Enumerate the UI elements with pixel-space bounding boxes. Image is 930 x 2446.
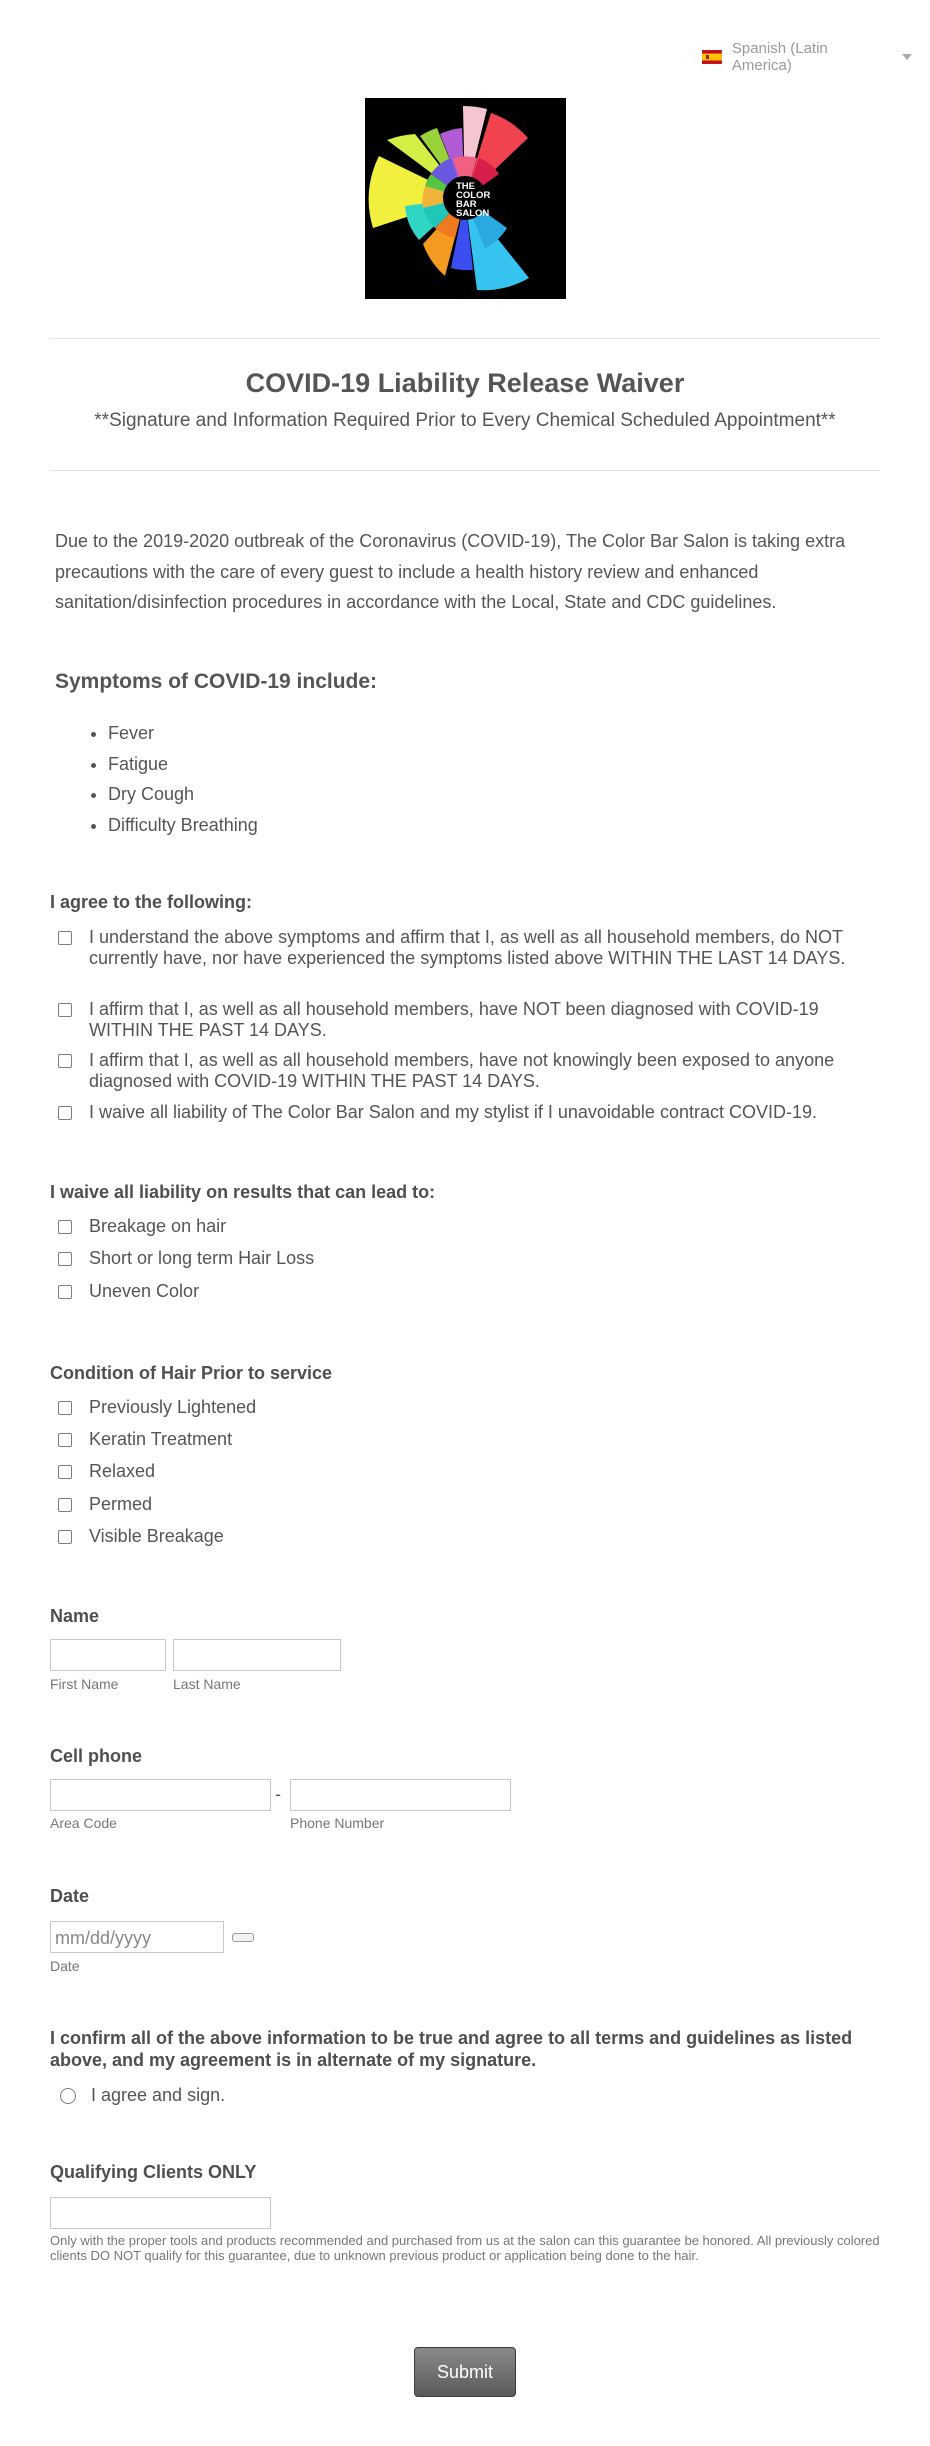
date-sublabel: Date [50, 1958, 80, 1974]
header-divider-bottom [50, 470, 880, 471]
checkbox-label: Keratin Treatment [89, 1429, 233, 1449]
waive-option-1[interactable] [58, 1216, 880, 1237]
condition-option-3[interactable] [58, 1461, 880, 1482]
checkbox-label: Uneven Color [89, 1281, 200, 1301]
checkbox[interactable] [58, 1285, 72, 1299]
header-divider-top [50, 338, 880, 339]
checkbox-label: I affirm that I, as well as all household members, have NOT been diagnosed with COVID-19 WITHIN THE PAST 14 DAYS. [89, 999, 819, 1040]
cell-phone-label: Cell phone [50, 1746, 143, 1766]
intro-text: Due to the 2019-2020 outbreak of the Coronavirus (COVID-19), The Color Bar Salon is taking extra precautions with the care of every guest to include a health history review and enhanced sanitation/disinfection procedures in accordance with the Local, State and CDC guidelines. [55, 531, 846, 612]
date-input[interactable]: mm/dd/yyyy [50, 1921, 224, 1953]
phone-separator: - [275, 1784, 281, 1804]
checkbox[interactable] [58, 1252, 72, 1266]
last-name-input[interactable] [173, 1639, 341, 1671]
checkbox-label: Relaxed [89, 1461, 156, 1481]
agree-option-1[interactable] [58, 927, 880, 969]
checkbox-label: I understand the above symptoms and affirm that I, as well as all household members, do NOT currently have, nor have experienced the symptoms listed above WITHIN THE LAST 14 DAYS. [89, 927, 846, 968]
checkbox[interactable] [58, 1003, 72, 1017]
checkbox-label: Breakage on hair [89, 1216, 227, 1236]
name-label: Name [50, 1606, 100, 1626]
calendar-icon[interactable] [232, 1933, 254, 1942]
waive-label: I waive all liability on results that can lead to: [50, 1182, 436, 1202]
checkbox[interactable] [58, 1220, 72, 1234]
area-code-input[interactable] [50, 1779, 271, 1811]
phone-number-sublabel: Phone Number [290, 1815, 385, 1831]
page-subtitle: **Signature and Information Required Prior to Every Chemical Scheduled Appointment** [94, 410, 836, 431]
checkbox-label: Visible Breakage [89, 1526, 224, 1546]
submit-button[interactable]: Submit [414, 2347, 516, 2397]
checkbox[interactable] [58, 1530, 72, 1544]
checkbox-label: Permed [89, 1494, 153, 1514]
waive-option-3[interactable] [58, 1281, 880, 1302]
agree-option-3[interactable] [58, 1050, 880, 1092]
waive-option-2[interactable] [58, 1248, 880, 1269]
radio-label: I agree and sign. [91, 2085, 226, 2105]
confirm-label: I confirm all of the above information to be true and agree to all terms and guidelines as listed above, and my agreement is in alternate of my signature. [50, 2028, 853, 2070]
agree-sign-option[interactable] [60, 2085, 225, 2106]
checkbox-label: Short or long term Hair Loss [89, 1248, 315, 1268]
list-item: • Dry Cough [108, 779, 258, 810]
qualifying-note: Only with the proper tools and products recommended and purchased from us at the salon can this guarantee be honored. All previously colored clients DO NOT qualify for this guarantee, due to unknown previous product or application being done to the hair. [50, 2233, 880, 2263]
symptoms-list [55, 718, 258, 840]
checkbox[interactable] [58, 1106, 72, 1120]
checkbox[interactable] [58, 1498, 72, 1512]
symptoms-heading: Symptoms of COVID-19 include: [55, 670, 378, 693]
condition-label: Condition of Hair Prior to service [50, 1363, 333, 1383]
qualifying-input[interactable] [50, 2197, 271, 2229]
chevron-down-icon [902, 54, 912, 60]
list-item: • Difficulty Breathing [108, 810, 258, 841]
checkbox-label: I affirm that I, as well as all household members, have not knowingly been exposed to anyone diagnosed with COVID-19 WITHIN THE PAST 14 DAYS. [89, 1050, 835, 1091]
logo-text: THE COLOR BAR SALON [456, 181, 491, 219]
language-selector[interactable] [702, 40, 912, 74]
checkbox[interactable] [58, 1401, 72, 1415]
first-name-sublabel: First Name [50, 1676, 119, 1692]
date-label: Date [50, 1886, 90, 1906]
condition-option-1[interactable] [58, 1397, 880, 1418]
first-name-input[interactable] [50, 1639, 166, 1671]
spain-flag-icon [702, 50, 722, 64]
checkbox-label: I waive all liability of The Color Bar Salon and my stylist if I unavoidable contract COVID-19. [89, 1102, 817, 1122]
agree-option-4[interactable] [58, 1102, 880, 1123]
checkbox[interactable] [58, 931, 72, 945]
color-bar-salon-logo [365, 98, 566, 299]
radio-button[interactable] [60, 2088, 76, 2104]
checkbox[interactable] [58, 1465, 72, 1479]
page-title: COVID-19 Liability Release Waiver [245, 368, 685, 398]
condition-option-2[interactable] [58, 1429, 880, 1450]
checkbox[interactable] [58, 1433, 72, 1447]
language-label: Spanish (Latin America) [731, 40, 828, 74]
condition-option-4[interactable] [58, 1494, 880, 1515]
area-code-sublabel: Area Code [50, 1815, 117, 1831]
qualifying-label: Qualifying Clients ONLY [50, 2162, 257, 2182]
agree-option-2[interactable] [58, 999, 880, 1041]
condition-option-5[interactable] [58, 1526, 880, 1547]
agree-label: I agree to the following: [50, 892, 252, 912]
last-name-sublabel: Last Name [173, 1676, 241, 1692]
list-item: • Fatigue [108, 749, 258, 780]
list-item: • Fever [108, 718, 258, 749]
checkbox[interactable] [58, 1054, 72, 1068]
phone-number-input[interactable] [290, 1779, 511, 1811]
checkbox-label: Previously Lightened [89, 1397, 257, 1417]
